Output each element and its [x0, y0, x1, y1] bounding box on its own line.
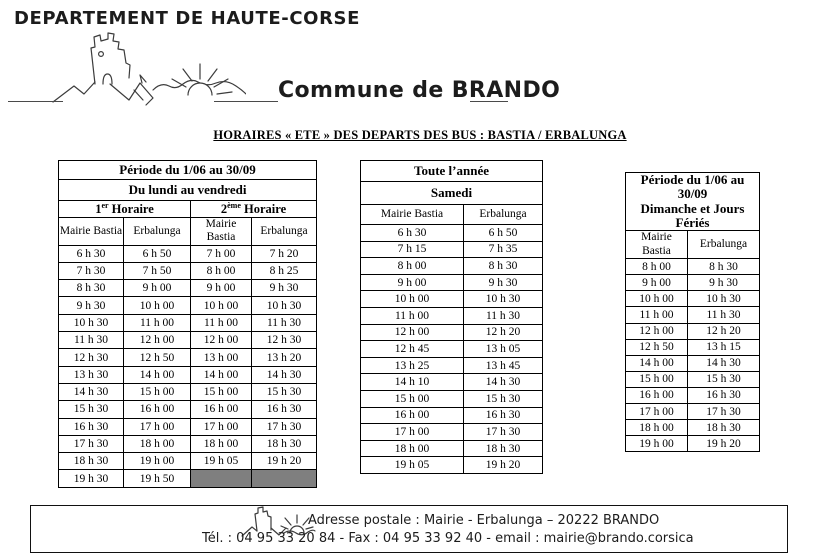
- time-cell: 16 h 30: [464, 407, 543, 424]
- time-cell: 11 h 30: [252, 314, 317, 331]
- table-row: [626, 275, 760, 291]
- time-cell: 6 h 50: [464, 225, 543, 242]
- time-cell: 17 h 00: [191, 418, 252, 435]
- sunday-days-text: Dimanche et Jours Fériés: [640, 200, 745, 230]
- saturday-days-header: Samedi: [361, 182, 543, 205]
- time-cell: 7 h 50: [124, 262, 191, 279]
- table-row: [59, 280, 317, 297]
- time-cell: 8 h 25: [252, 262, 317, 279]
- castle-sun-logo: [50, 26, 246, 110]
- time-cell: 10 h 30: [252, 297, 317, 314]
- table-row: [361, 341, 543, 358]
- time-cell: 15 h 00: [191, 383, 252, 400]
- decorative-line: [470, 101, 508, 102]
- column-header-mairie-bastia: Mairie Bastia: [361, 205, 464, 225]
- time-cell: 12 h 30: [252, 332, 317, 349]
- table-row: [361, 225, 543, 242]
- table-row: [361, 241, 543, 258]
- table-row: [361, 390, 543, 407]
- time-cell: 16 h 30: [252, 401, 317, 418]
- table-row: [626, 323, 760, 339]
- table-row: [626, 387, 760, 403]
- time-cell: 8 h 30: [59, 280, 124, 297]
- page-title: HORAIRES « ETE » DES DEPARTS DES BUS : BASTIA / ERBALUNGA: [213, 128, 627, 142]
- time-cell: 10 h 30: [688, 291, 760, 307]
- time-cell: 19 h 20: [688, 436, 760, 452]
- saturday-period-header: Toute l’année: [361, 161, 543, 182]
- time-cell: 8 h 00: [191, 262, 252, 279]
- commune-title: Commune de BRANDO: [278, 78, 561, 103]
- column-header-erbalunga: Erbalunga: [464, 205, 543, 225]
- time-cell: 18 h 30: [464, 440, 543, 457]
- time-cell: 10 h 30: [59, 314, 124, 331]
- time-cell: 10 h 00: [626, 291, 688, 307]
- time-cell: 13 h 05: [464, 341, 543, 358]
- time-cell: 12 h 50: [626, 339, 688, 355]
- table-row: [59, 297, 317, 314]
- time-cell: 19 h 50: [124, 470, 191, 487]
- table-row: [361, 440, 543, 457]
- empty-gray-cell: [191, 470, 252, 487]
- table-row: [626, 404, 760, 420]
- time-cell: 16 h 00: [191, 401, 252, 418]
- time-cell: 11 h 00: [124, 314, 191, 331]
- time-cell: 19 h 05: [361, 457, 464, 474]
- table-row: [361, 258, 543, 275]
- time-cell: 15 h 30: [252, 383, 317, 400]
- time-cell: 19 h 05: [191, 453, 252, 470]
- table-row: [626, 436, 760, 452]
- saturday-schedule-table: [360, 160, 543, 474]
- time-cell: 13 h 20: [252, 349, 317, 366]
- table-row: [361, 457, 543, 474]
- time-cell: 10 h 00: [124, 297, 191, 314]
- time-cell: 16 h 00: [124, 401, 191, 418]
- table-row: [59, 245, 317, 262]
- time-cell: 18 h 00: [191, 435, 252, 452]
- time-cell: 19 h 20: [464, 457, 543, 474]
- time-cell: 9 h 30: [252, 280, 317, 297]
- table-row: [626, 355, 760, 371]
- table-row: [59, 366, 317, 383]
- time-cell: 7 h 00: [191, 245, 252, 262]
- time-cell: 17 h 00: [626, 404, 688, 420]
- time-cell: 19 h 00: [626, 436, 688, 452]
- time-cell: 9 h 30: [59, 297, 124, 314]
- time-cell: 18 h 30: [252, 435, 317, 452]
- time-cell: 11 h 00: [626, 307, 688, 323]
- time-cell: 11 h 00: [361, 307, 464, 324]
- time-cell: 13 h 15: [688, 339, 760, 355]
- time-cell: 15 h 30: [464, 390, 543, 407]
- time-cell: 8 h 00: [626, 259, 688, 275]
- time-cell: 10 h 00: [191, 297, 252, 314]
- time-cell: 11 h 30: [59, 332, 124, 349]
- time-cell: 13 h 30: [59, 366, 124, 383]
- time-cell: 7 h 15: [361, 241, 464, 258]
- time-cell: 6 h 30: [361, 225, 464, 242]
- time-cell: 13 h 25: [361, 357, 464, 374]
- time-cell: 16 h 00: [626, 387, 688, 403]
- schedule1-header: 1er Horaire: [59, 201, 191, 218]
- time-cell: 16 h 30: [688, 387, 760, 403]
- table-row: [361, 424, 543, 441]
- table-row: [59, 435, 317, 452]
- weekday-period-header: Période du 1/06 au 30/09: [59, 161, 317, 180]
- time-cell: 14 h 30: [59, 383, 124, 400]
- time-cell: 14 h 10: [361, 374, 464, 391]
- schedule2-header: 2ème Horaire: [191, 201, 317, 218]
- time-cell: 7 h 30: [59, 262, 124, 279]
- time-cell: 18 h 00: [361, 440, 464, 457]
- time-cell: 17 h 00: [124, 418, 191, 435]
- table-row: [59, 470, 317, 487]
- sunday-schedule-table: [625, 172, 760, 452]
- table-row: [626, 259, 760, 275]
- time-cell: 19 h 20: [252, 453, 317, 470]
- time-cell: 9 h 00: [361, 274, 464, 291]
- table-row: [59, 401, 317, 418]
- time-cell: 15 h 30: [59, 401, 124, 418]
- table-row: [626, 420, 760, 436]
- decorative-line: [8, 101, 63, 102]
- time-cell: 16 h 30: [59, 418, 124, 435]
- time-cell: 12 h 50: [124, 349, 191, 366]
- time-cell: 16 h 00: [361, 407, 464, 424]
- time-cell: 15 h 00: [124, 383, 191, 400]
- time-cell: 17 h 30: [252, 418, 317, 435]
- time-cell: 13 h 45: [464, 357, 543, 374]
- sunday-period-text: Période du 1/06 au 30/09: [640, 172, 745, 202]
- time-cell: 10 h 00: [361, 291, 464, 308]
- time-cell: 6 h 30: [59, 245, 124, 262]
- time-cell: 11 h 30: [464, 307, 543, 324]
- table-row: [361, 407, 543, 424]
- table-row: [59, 314, 317, 331]
- superscript: ème: [227, 201, 241, 210]
- table-row: [626, 291, 760, 307]
- time-cell: 9 h 30: [464, 274, 543, 291]
- time-cell: 17 h 30: [59, 435, 124, 452]
- column-header-erbalunga: Erbalunga: [252, 218, 317, 245]
- table-row: [361, 374, 543, 391]
- time-cell: 6 h 50: [124, 245, 191, 262]
- time-cell: 12 h 20: [688, 323, 760, 339]
- time-cell: 18 h 00: [626, 420, 688, 436]
- column-header-erbalunga: Erbalunga: [124, 218, 191, 245]
- time-cell: 18 h 00: [124, 435, 191, 452]
- time-cell: 15 h 00: [361, 390, 464, 407]
- table-row: [361, 324, 543, 341]
- table-row: [59, 349, 317, 366]
- table-row: [361, 274, 543, 291]
- time-cell: 14 h 00: [124, 366, 191, 383]
- time-cell: 8 h 30: [688, 259, 760, 275]
- time-cell: 7 h 35: [464, 241, 543, 258]
- time-cell: 15 h 00: [626, 371, 688, 387]
- time-cell: 9 h 00: [626, 275, 688, 291]
- time-cell: 12 h 00: [124, 332, 191, 349]
- time-cell: 17 h 30: [464, 424, 543, 441]
- footer-address: Adresse postale : Mairie - Erbalunga – 20222 BRANDO: [308, 513, 660, 528]
- decorative-line: [214, 101, 278, 102]
- time-cell: 15 h 30: [688, 371, 760, 387]
- time-cell: 9 h 30: [688, 275, 760, 291]
- time-cell: 14 h 00: [191, 366, 252, 383]
- table-row: [59, 453, 317, 470]
- time-cell: 14 h 30: [464, 374, 543, 391]
- time-cell: 8 h 00: [361, 258, 464, 275]
- table-row: [361, 357, 543, 374]
- time-cell: 18 h 30: [688, 420, 760, 436]
- time-cell: 19 h 30: [59, 470, 124, 487]
- column-header-mairie-bastia: Mairie Bastia: [59, 218, 124, 245]
- time-cell: 11 h 30: [688, 307, 760, 323]
- table-row: [59, 332, 317, 349]
- time-cell: 12 h 00: [361, 324, 464, 341]
- time-cell: 12 h 45: [361, 341, 464, 358]
- department-title: DEPARTEMENT DE HAUTE-CORSE: [14, 8, 360, 29]
- weekday-schedule-table: [58, 160, 317, 488]
- time-cell: 9 h 00: [191, 280, 252, 297]
- table-row: [626, 371, 760, 387]
- time-cell: 12 h 30: [59, 349, 124, 366]
- superscript: er: [101, 201, 109, 210]
- column-header-erbalunga: Erbalunga: [688, 231, 760, 259]
- time-cell: 9 h 00: [124, 280, 191, 297]
- table-row: [59, 383, 317, 400]
- footer-contact: Tél. : 04 95 33 20 84 - Fax : 04 95 33 92 40 - email : mairie@brando.corsica: [202, 531, 694, 546]
- time-cell: 12 h 00: [626, 323, 688, 339]
- table-row: [626, 339, 760, 355]
- time-cell: 10 h 30: [464, 291, 543, 308]
- table-row: [361, 291, 543, 308]
- time-cell: 7 h 20: [252, 245, 317, 262]
- time-cell: 12 h 00: [191, 332, 252, 349]
- time-cell: 19 h 00: [124, 453, 191, 470]
- table-row: [361, 307, 543, 324]
- time-cell: 17 h 00: [361, 424, 464, 441]
- time-cell: 8 h 30: [464, 258, 543, 275]
- time-cell: 14 h 30: [252, 366, 317, 383]
- time-cell: 14 h 30: [688, 355, 760, 371]
- time-cell: 14 h 00: [626, 355, 688, 371]
- column-header-mairie-bastia: Mairie Bastia: [191, 218, 252, 245]
- time-cell: 17 h 30: [688, 404, 760, 420]
- time-cell: 13 h 00: [191, 349, 252, 366]
- time-cell: 12 h 20: [464, 324, 543, 341]
- table-row: [626, 307, 760, 323]
- time-cell: 18 h 30: [59, 453, 124, 470]
- table-row: [59, 262, 317, 279]
- weekday-days-header: Du lundi au vendredi: [59, 180, 317, 201]
- table-row: [59, 418, 317, 435]
- empty-gray-cell: [252, 470, 317, 487]
- time-cell: 11 h 00: [191, 314, 252, 331]
- column-header-mairie-bastia: Mairie Bastia: [626, 231, 688, 259]
- sunday-period-header: [626, 173, 760, 231]
